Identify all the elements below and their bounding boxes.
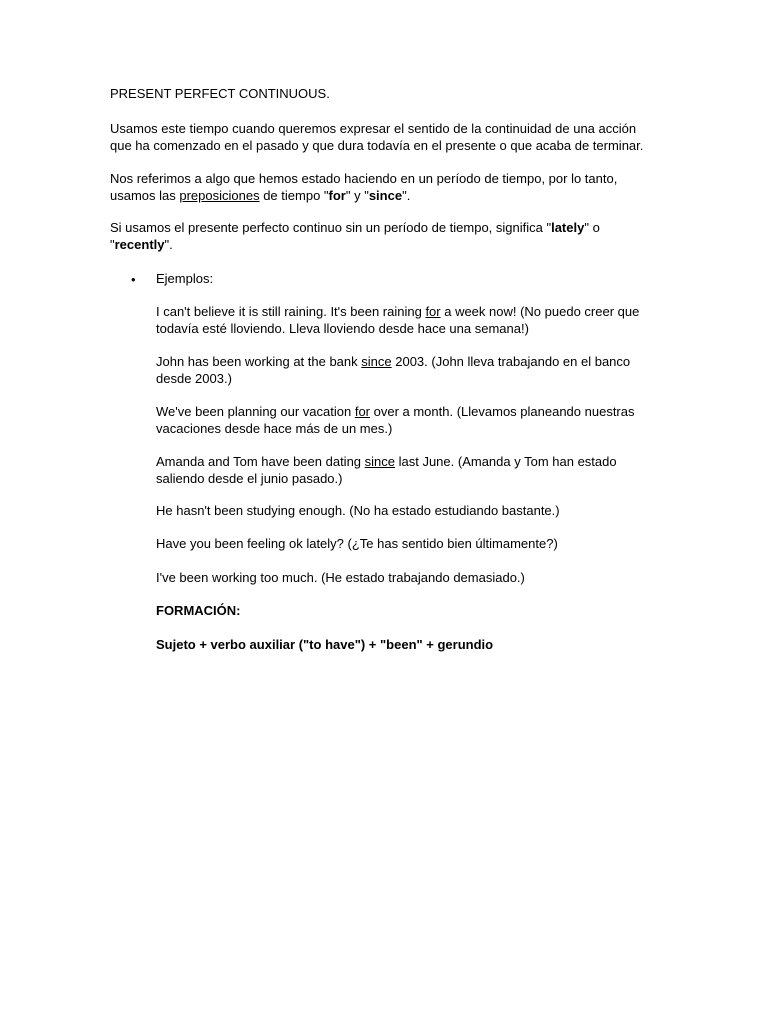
bullet-icon: • bbox=[131, 272, 136, 287]
intro-paragraph: Usamos este tiempo cuando queremos expresar el sentido de la continuidad de una acción que ha comenzado en el pasado y que dura todavía en el presente o que acaba de terminar. bbox=[110, 121, 644, 153]
keyword-lately: lately bbox=[551, 220, 585, 235]
document-title: PRESENT PERFECT CONTINUOUS. bbox=[110, 86, 330, 101]
prepositions-paragraph: Nos referimos a algo que hemos estado haciendo en un período de tiempo, por lo tanto, usamos las preposiciones de tiempo "for" y "since". bbox=[110, 171, 618, 203]
example-item: We've been planning our vacation for over a month. (Llevamos planeando nuestras vacaciones desde hace más de un mes.) bbox=[156, 404, 635, 436]
keyword-since: since bbox=[368, 187, 403, 203]
example-item: He hasn't been studying enough. (No ha estado estudiando bastante.) bbox=[156, 503, 560, 518]
prepositions-link[interactable]: preposiciones bbox=[179, 187, 260, 203]
keyword-for: for bbox=[328, 187, 346, 203]
example-item: I can't believe it is still raining. It's been raining for a week now! (No puedo creer que todavía esté lloviendo. Lleva lloviendo desde hace una semana!) bbox=[156, 304, 640, 336]
example-item: I've been working too much. (He estado trabajando demasiado.) bbox=[156, 570, 525, 585]
example-item: John has been working at the bank since 2003. (John lleva trabajando en el banco desde 2003.) bbox=[156, 354, 631, 386]
lately-paragraph: Si usamos el presente perfecto continuo sin un período de tiempo, significa "lately" o "recently". bbox=[110, 220, 600, 252]
examples-label: Ejemplos: bbox=[156, 271, 214, 286]
formation-formula: Sujeto + verbo auxiliar ("to have") + "been" + gerundio bbox=[156, 637, 494, 652]
example-item: Have you been feeling ok lately? (¿Te has sentido bien últimamente?) bbox=[156, 536, 558, 551]
example-item: Amanda and Tom have been dating since last June. (Amanda y Tom han estado saliendo desde el junio pasado.) bbox=[156, 454, 617, 486]
formation-heading: FORMACIÓN: bbox=[156, 603, 241, 618]
keyword-recently: recently bbox=[114, 236, 165, 252]
